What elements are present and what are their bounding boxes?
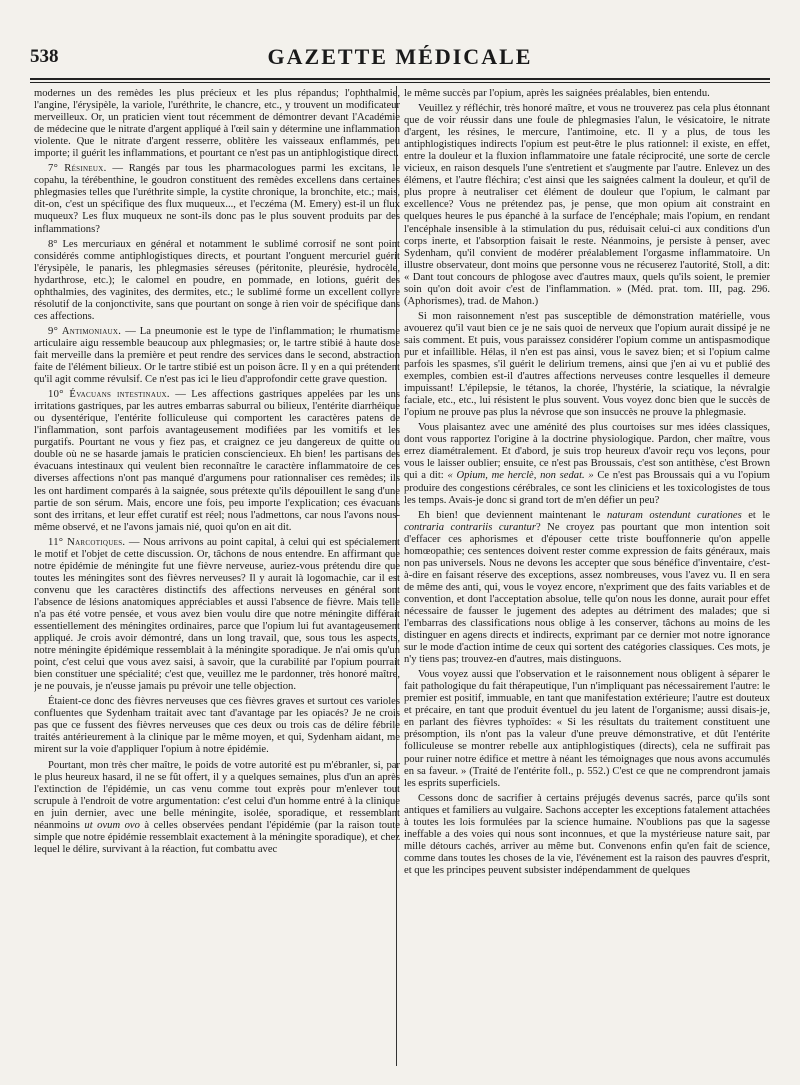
paragraph-text: Ce n'est pas Broussais qui a vu l'opium produire des congestions cérébrales, ce sont les cliniciens et les toxicologistes de tous les temps. Avais-je donc si grand tort de m'en défier un peu? (404, 470, 770, 506)
paragraph-text: — La pneumonie est le type de l'inflammation; le rhumatisme articulaire aigu ressemble beaucoup aux phlegmasies; or, le tartre stibié à haute dose fait merveille dans la première et peut rendre des services dans le second, abstraction faite de l'élément bilieux. Or le tartre stibié est un poison âcre. Il y en a qui prétendent qu'il agit comme révulsif. Ce n'est pas ici le lieu d'approfondir cette grave question. (34, 325, 400, 386)
section-heading: 11° Narcotiques. (48, 536, 126, 548)
header-rule (30, 78, 770, 83)
paragraph (404, 510, 770, 667)
section-heading: 7° Résineux. (48, 163, 107, 175)
paragraph (34, 389, 400, 534)
right-column (404, 88, 770, 1068)
quotation: « Dant tout concours de phlogose avec d'autres maux, quels qu'ils soient, le premier soin qu'on doit avoir c'est de l'inflammation. » (Méd. prat. tom. III, pag. 296. (Aphorismes), trad. de Mahon.) (404, 271, 770, 307)
journal-title: GAZETTE MÉDICALE (267, 44, 533, 69)
page-number: 538 (30, 46, 59, 67)
paragraph: Vous voyez aussi que l'observation et le raisonnement nous obligent à séparer le fait pathologique du fait thérapeutique, l'un n'impliquant pas nécessairement l'autre: le premier est positif, immuable, en tant que manifestation extérieure; l'autre est douteux et précaire, en tant que produit éventuel du jeu latent de l'organisme; aussi disais-je, en parlant des fièvres typhoïdes: « Si les résultats du traitement constituent une présomption, ils n'ont pas la valeur d'une preuve démonstrative, et dût l'entérite folliculeuse se montrer rebelle aux antiphlogistiques (directs), cela ne suffirait pas pour ruiner notre édifice et mettre à néant les témoignages que nous avons accumulés en sa faveur. » (Traité de l'entérite foll., p. 552.) C'est ce que ne comprendront jamais les esprits superficiels. (404, 669, 770, 789)
paragraph: modernes un des remèdes les plus précieux et les plus répandus; l'ophthalmie, l'angine, l'érysipèle, la variole, l'uréthrite, le chancre, etc., y trouvent un modificateur merveilleux. Or, un praticien vient tout récemment de démontrer devant l'Académie de médecine que le nitrate d'argent appliqué à l'œil sain y détermine une inflammation violente. Que le nitrate d'argent resserre, oblitère les vaisseaux enflammés, peu importe; il guérit les inflammations, et pourtant ce n'est pas un antiphlogistique direct. (34, 88, 400, 160)
paragraph-text: Veuillez y réfléchir, très honoré maître, et vous ne trouverez pas cela plus étonnant que de voir réussir dans une foule de phlegmasies l'alun, le vésicatoire, le nitrate d'argent, les résines, le mercure, l'antimoine, etc. Il y a plus, de tous les antiphlogistiques indirects l'opium est peut-être le plus rationnel: il existe, en effet, entre la douleur et la fluxion inflammatoire une fatale réciprocité, une sorte de cercle vicieux, en raison desquels l'une s'entretient et s'augmente par l'autre. Enlevez un des élémens, et l'autre fléchira; c'est ainsi que les saignées calment la douleur, et qu'il de plus propre à neutraliser cet élément de douleur que l'opium, le calmant par excellence? Vous ne prétendez pas, je pense, que mon opium ait constraint en quelques heures le pus épanché à la surface de l'encéphale; mais l'opium, en rendant l'encéphale insensible à la stimulation du pus, réduisait celui-ci aux conditions d'un corps inerte, et l'absorption faisait le reste. Néanmoins, je persiste à penser, avec Sydenham, qu'il convient de modérer préalablement l'orgasme inflammatoire. Un illustre observateur, dont moins que personne vous ne récuserez l'autorité, Stoll, a dit: (404, 103, 770, 271)
latin-phrase: ut ovum ovo (84, 819, 140, 831)
paragraph: Cessons donc de sacrifier à certains préjugés devenus sacrés, parce qu'ils sont antiques et familiers au vulgaire. Sachons accepter les exceptions fatalement attachées à toutes les lois formulées par la science humaine. N'oublions pas que la sagesse ineffable a des voies qui nous sont inconnues, et que la mystérieuse nature sait, par mille détours cachés, arriver au même but. Convenons enfin qu'en fait de science, comme dans toutes les choses de la vie, l'événement est la raison des pauvres d'esprit, et que les principes peuvent subsister indépendamment de quelques (404, 792, 770, 876)
latin-phrase: naturam ostendunt curationes (606, 509, 742, 521)
paragraph (34, 163, 400, 235)
paragraph-text: — Rangés par tous les pharmacologues parmi les excitans, le copahu, la térébenthine, le goudron constituent des remèdes excellens dans certaines phlegmasies telles que l'uréthrite simple, la cystite chronique, la bronchite, etc.; mais, dit-on, c'est un spécifique des flux muqueux..., et l'eczéma (M. Emery) est-il un flux muqueux? Les flux muqueux ne sont-ils donc pas le plus souvent produits par des inflammations? (34, 163, 400, 235)
latin-phrase: contraria contrariis curantur (404, 521, 536, 533)
paragraph-text: — Nous arrivons au point capital, à celui qui est spécialement le motif et l'objet de cette discussion. Or, tâchons de nous entendre. En affirmant que notre épidémie de méningite fut une fièvre nerveuse, auriez-vous prétendu dire que toutes les méningites sont des fièvres nerveuses? Il y aurait là logomachie, car il est convenu que les caractères distinctifs des affections nerveuses en général sont l'absence de lésions anatomiques appréciables et aussi l'absence de fièvre. Mais telle n'a pas été votre pensée, et vous avez bien voulu dire que notre méningite différait essentiellement des méningites ordinaires, parce que l'opium lui fut avantageusement appliqué. Je crois avoir démontré, dans un long travail, que, sous tous les aspects, notre méningite épidémique ressemblait à la méningite sporadique. Je n'ai omis qu'un point, c'est celui que vous avez saisi, à savoir, que la curabilité par l'opium pourrait bien constituer une spécialité; c'est que, veuillez me le pardonner, très honoré maître, je ne pouvais, je n'eusse jamais pu prévoir une telle objection. (34, 536, 400, 693)
paragraph (34, 760, 400, 856)
paragraph (34, 537, 400, 694)
paragraph-text: Pourtant, mon très cher maître, le poids de votre autorité est pu m'ébranler, si, par le plus heureux hasard, il ne se fût offert, il y a quelques semaines, plus d'un an après l'extinction de l'épidémie, un cas venu comme tout exprès pour m'enlever tout scrupule à l'endroit de votre argumentation: c'est celui d'un homme entré à la clinique en juin dernier, avec une belle méningite, isolée, sporadique, et ressemblant néanmoins (34, 759, 400, 831)
paragraph-text: et le (741, 509, 770, 521)
paragraph (404, 422, 770, 506)
section-heading: 10° Évacuans intestinaux. (48, 389, 170, 401)
paragraph: 8° Les mercuriaux en général et notamment le sublimé corrosif ne sont point considérés comme antiphlogistiques directs, et pourtant l'onguent mercuriel guérit l'érysipèle, le panaris, les phlegmasies séreuses (péritonite, pleurésie, hydrocèle, hydarthrose, etc.); le calomel en poudre, en pommade, en lotions, guérit des ophthalmies, des vaginites, des dermites, etc.; le sublimé forme un excellent collyre résolutif de la conjonctivite, sans que pourtant on songe à rien voir de spécifique dans ces affections. (34, 238, 400, 322)
latin-quote: « Opium, me herclè, non sedat. » (447, 470, 594, 482)
paragraph (34, 326, 400, 386)
page-header (30, 44, 770, 74)
paragraph-text: ? Ne croyez pas pourtant que mon intention soit d'effacer ces aphorismes et d'épouser cette triste bouffonnerie qu'on appelle homœopathie; ces sentences doivent rester comme expression de faits généraux, mais non pas universels. Nous ne devons les accepter que sous bénéfice d'inventaire, c'est-à-dire en faisant réserve des exceptions, assez nombreuses, vous l'avez vu. Il en sera de même des anti, qui, vous le voyez encore, n'expriment que des faits variables et de convention, et dont l'acceptation absolue, telle qu'on nous les donne, aurait pour effet nécessaire de fausser le jugement des adeptes au détriment des malades; que si l'embarras des classifications nous oblige à les conserver, tâchons au moins de les distinguer en agens directs et indirects, exprimant par ce dernier mot notre ignorance sur le mode d'action intime de ceux qui sortent des catégories classiques. Ces mots, je n'y tiens pas; trouvez-en d'autres, mais distinguons. (404, 521, 770, 666)
paragraph (404, 103, 770, 308)
paragraph: Étaient-ce donc des fièvres nerveuses que ces fièvres graves et surtout ces varioles confluentes que Sydenham traitait avec tant d'avantage par les opiacés? Je ne crois pas que ce fussent des fièvres nerveuses que ces deux ou trois cas de délire fébrile traités antérieurement à la clinique par le même moyen, et qui, Sydenham aidant, me mirent sur la voie d'appliquer l'opium à notre épidémie. (34, 696, 400, 756)
paragraph-text: Eh bien! que deviennent maintenant le (418, 509, 607, 521)
paragraph-text: à celles observées pendant l'épidémie (par la raison toute simple que notre épidémie ressemblait exactement à la méningite sporadique), et chez lequel le délire, survivant à la réaction, fut combattu avec (34, 819, 400, 855)
left-column (34, 88, 400, 1068)
paragraph-text: — Les affections gastriques appelées par les uns irritations gastriques, par les autres embarras saburral ou bilieux, l'entérite diarrhéique ou dysentérique, l'entérite folliculeuse qui comportent les caractères patens de l'inflammation, sont parfois avantageusement modifiées par les vomitifs et les purgatifs. Pourtant ne vous y fiez pas, et craignez ce jeu dangereux de quitte ou double où ne se hasarde jamais le praticien consciencieux. Eh bien! les partisans des évacuans intestinaux qui veulent bien reconnaître le caractère inflammatoire de ces diverses affections n'ont pas manqué d'argumens pour rationnaliser ces remèdes; ils les ont hardiment comparés à la saignée, sous prétexte qu'ils dépouillent le sang d'une partie de son sérum. Mais, encore une fois, peu importe l'explication; ces évacuans sont des irritans, et leur effet curatif est réel; nous l'admettons, car nous l'avons nous-même observé, et ne l'avons jamais nié, quoi qu'on en ait dit. (34, 389, 400, 533)
section-heading: 9° Antimoniaux. (48, 325, 122, 337)
paragraph: le même succès par l'opium, après les saignées préalables, bien entendu. (404, 88, 710, 99)
paragraph: Si mon raisonnement n'est pas susceptible de démonstration matérielle, vous avouerez qu'il vaut bien ce je ne sais quoi de nerveux que l'opium aurait dissipé je ne sais comment. Et puis, vous paraissez considérer l'opium comme un antispasmodique pur et infaillible. Hélas, il n'en est pas ainsi, vous le savez bien; et si l'opium calme parfois les spasmes, s'il guérit le delirium tremens, ainsi que j'en ai vu et publié des exemples, combien est-il d'autres affections nerveuses contre lesquelles il demeure impuissant! L'épilepsie, le tétanos, la chorée, l'hystérie, la sciatique, la névralgie faciale, etc., etc., lui résistent le plus souvent. Vous voyez donc bien que le succès de l'opium ne prouve pas plus la névrose que son insuccès ne prouve la phlegmasie. (404, 310, 770, 419)
paragraph-text: Vous plaisantez avec une aménité des plus courtoises sur mes idées classiques, dont vous rapportez l'origine à la doctrine physiologique. Pardon, cher maître, vous errez diamétralement. Et d'abord, je suis trop heureux d'avoir reçu vos leçons, pour vous le laisser oublier; ensuite, ce n'est pas Broussais, c'est son antithèse, c'est Brown qui a dit: (404, 422, 770, 482)
